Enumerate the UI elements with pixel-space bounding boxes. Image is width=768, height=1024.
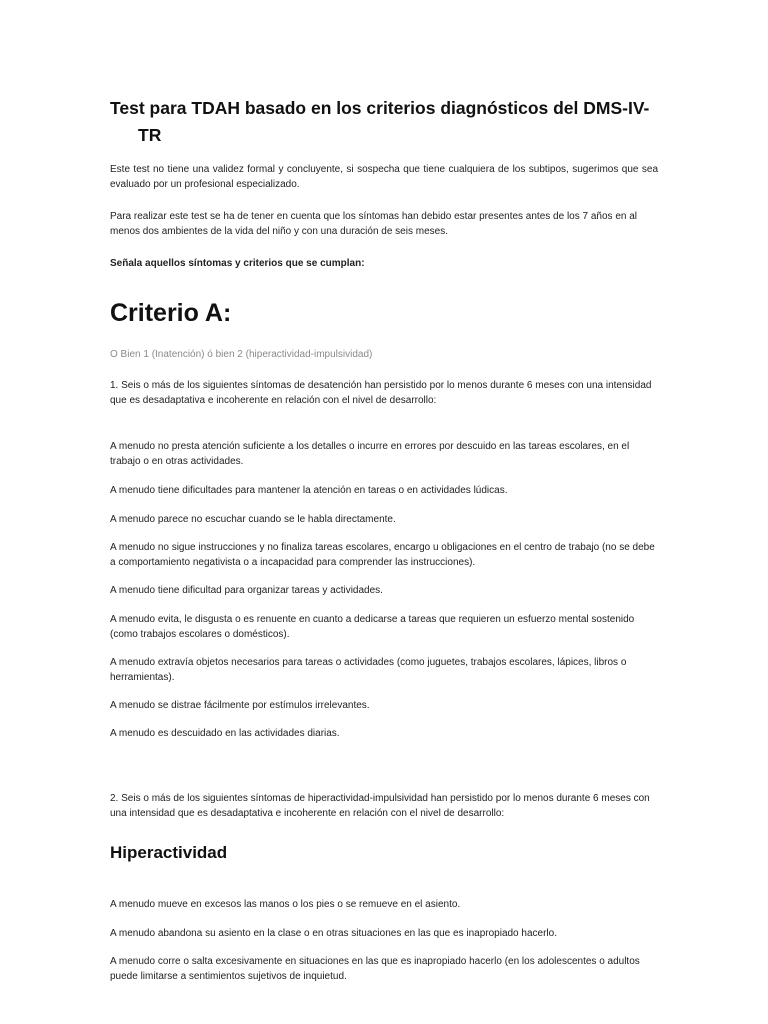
instructions-paragraph: Para realizar este test se ha de tener en cuenta que los síntomas han debido estar presentes antes de los 7 años en al menos dos ambientes de la vida del niño y con una duración de seis meses. [110,211,638,237]
page-title [110,95,658,149]
hiperactividad-item: A menudo corre o salta excesivamente en situaciones en las que es inapropiado hacerlo (en los adolescentes o adultos puede limitarse a sentimientos sujetivos de inquietud. [110,956,640,982]
page-title-line-2: TR [138,125,162,145]
section-2-intro: 2. Seis o más de los siguientes síntomas de hiperactividad-impulsividad han persistido por lo menos durante 6 meses con una intensidad que es desadaptativa e incoherente en relación con el nivel de desarrollo: [110,793,650,819]
hiperactividad-item: A menudo mueve en excesos las manos o los pies o se remueve en el asiento. [110,899,461,910]
inattention-item: A menudo extravía objetos necesarios para tareas o actividades (como juguetes, trabajos escolares, lápices, libros o herramientas). [110,657,627,683]
inattention-item: A menudo no presta atención suficiente a los detalles o incurre en errores por descuido en las tareas escolares, en el trabajo o en otras actividades. [110,441,630,467]
hiperactividad-heading: Hiperactividad [110,843,228,862]
inattention-item: A menudo evita, le disgusta o es renuente en cuanto a dedicarse a tareas que requieren un esfuerzo mental sostenido (como trabajos escolares o domésticos). [110,614,635,640]
inattention-item: A menudo se distrae fácilmente por estímulos irrelevantes. [110,700,370,711]
inattention-item: A menudo no sigue instrucciones y no finaliza tareas escolares, encargo u obligaciones en el centro de trabajo (no se debe a comportamiento negativista o a incapacidad para comprender las instrucciones). [110,542,655,568]
section-1-intro: 1. Seis o más de los siguientes síntomas de desatención han persistido por lo menos durante 6 meses con una intensidad que es desadaptativa e incoherente en relación con el nivel de desarrollo: [110,380,652,406]
inattention-item: A menudo es descuidado en las actividades diarias. [110,728,340,739]
criterio-note: O Bien 1 (Inatención) ó bien 2 (hiperactividad-impulsividad) [110,349,373,360]
inattention-item: A menudo parece no escuchar cuando se le habla directamente. [110,514,396,525]
hiperactividad-item: A menudo abandona su asiento en la clase o en otras situaciones en las que es inapropiado hacerlo. [110,928,557,939]
page-title-line-1: Test para TDAH basado en los criterios diagnósticos del DMS-IV- [110,98,650,118]
criterio-a-heading: Criterio A: [110,299,232,327]
intro-paragraph: Este test no tiene una validez formal y concluyente, si sospecha que tiene cualquiera de los subtipos, sugerimos que sea evaluado por un profesional especializado. [110,164,658,190]
prompt-text: Señala aquellos síntomas y criterios que se cumplan: [110,258,365,269]
inattention-item: A menudo tiene dificultades para mantener la atención en tareas o en actividades lúdicas. [110,485,508,496]
inattention-item: A menudo tiene dificultad para organizar tareas y actividades. [110,585,383,596]
